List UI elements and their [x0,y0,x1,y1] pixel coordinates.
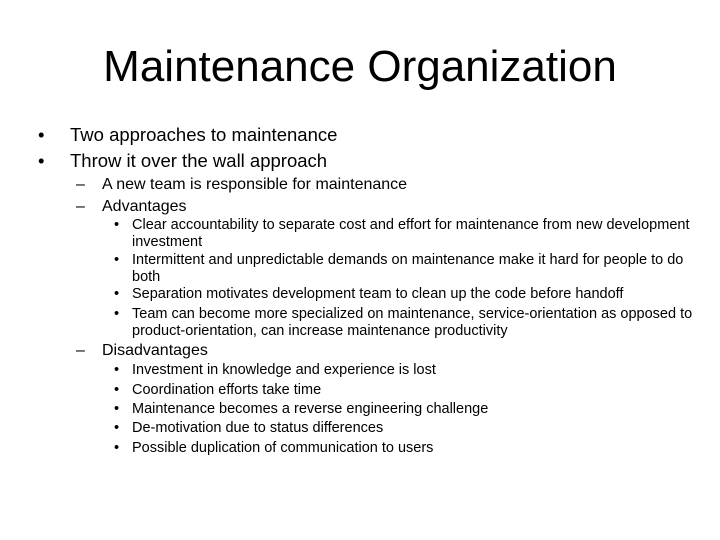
subbullet-text: A new team is responsible for maintenance [102,176,408,193]
advantage-text: Intermittent and unpredictable demands on maintenance make it hard for people to do both [132,252,684,285]
advantage-item [114,217,708,250]
dash-marker: – [76,176,85,193]
disadvantage-item [114,419,708,439]
bullet-marker: • [114,252,120,268]
bullet-marker: • [114,217,120,233]
bullet-marker: • [114,439,120,456]
bullet-text: Two approaches to maintenance [70,124,338,145]
advantage-item [114,252,708,285]
slide-title: Maintenance Organization [103,42,617,91]
disadvantage-item [114,361,708,381]
disadvantage-item [114,381,708,401]
advantage-text: Team can become more specialized on maintenance, service-orientation as opposed to product-orientation, can increase maintenance productivity [132,306,693,339]
disadvantage-text: Coordination efforts take time [132,381,322,398]
subbullet-disadvantages [76,341,706,361]
bullet-two-approaches [38,124,698,146]
bullet-marker: • [114,362,120,378]
bullet-marker: • [114,420,120,436]
dash-marker: – [76,198,85,215]
bullet-marker: • [38,150,45,171]
disadvantage-text: Possible duplication of communication to users [132,439,434,456]
disadvantage-text: Maintenance becomes a reverse engineering challenge [132,401,489,417]
subbullet-text: Advantages [102,198,187,215]
disadvantage-item [114,400,708,420]
bullet-marker: • [114,381,120,398]
bullet-marker: • [114,286,120,302]
advantage-text: Clear accountability to separate cost and effort for maintenance from new development investment [132,217,690,250]
disadvantage-text: De-motivation due to status differences [132,420,384,436]
disadvantage-item [114,439,708,459]
bullet-marker: • [114,401,120,417]
disadvantage-text: Investment in knowledge and experience is lost [132,362,436,378]
subbullet-advantages [76,197,706,217]
subbullet-text: Disadvantages [102,342,208,359]
bullet-throw-over-wall [38,150,698,172]
bullet-marker: • [114,306,120,322]
subbullet-new-team [76,175,706,195]
advantage-text: Separation motivates development team to clean up the code before handoff [132,286,624,302]
dash-marker: – [76,342,85,359]
advantage-item [114,286,708,303]
bullet-text: Throw it over the wall approach [70,150,328,171]
bullet-marker: • [38,124,45,145]
advantage-item [114,306,708,339]
